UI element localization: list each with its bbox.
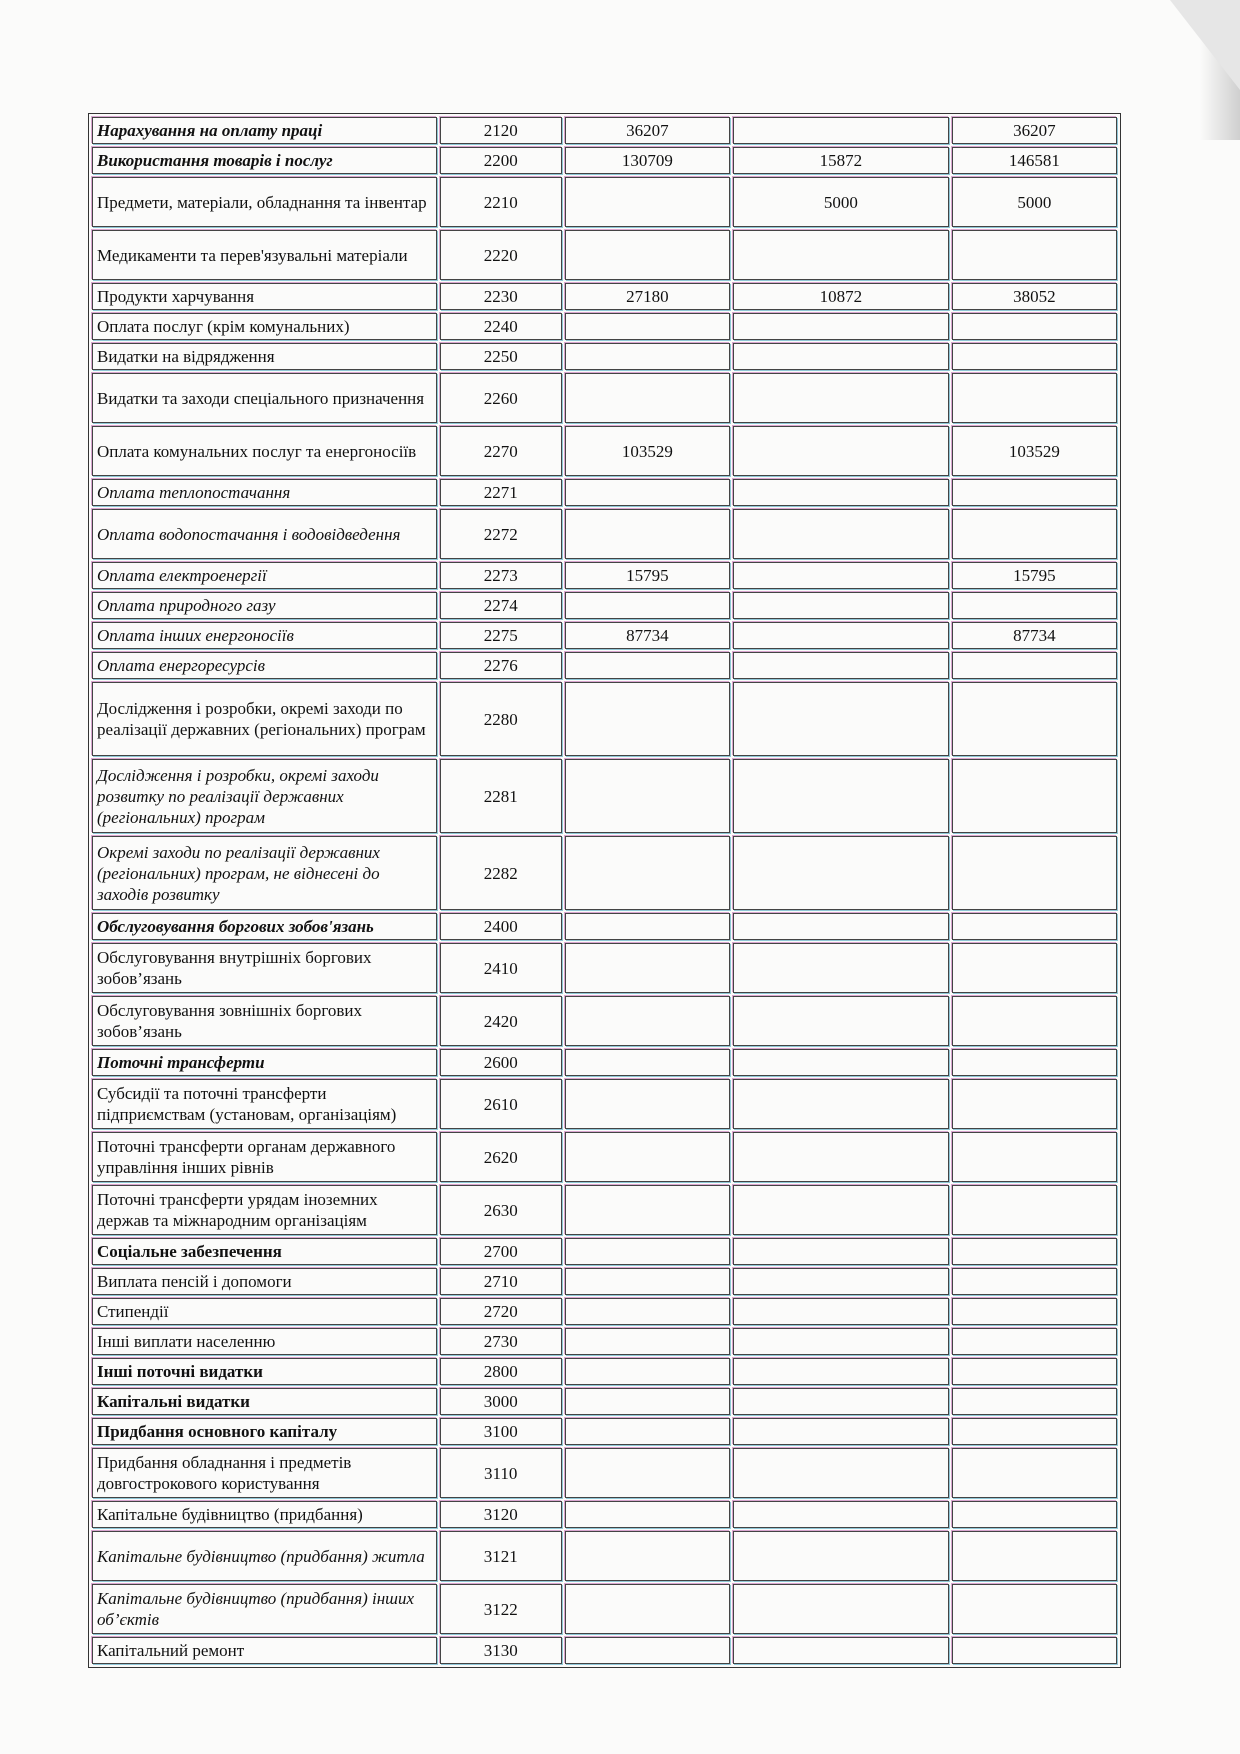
row-name-cell: Придбання основного капіталу [92,1418,437,1445]
general-fund-cell [565,1531,730,1581]
row-name-cell: Оплата комунальних послуг та енергоносіїв [92,426,437,476]
table-row [92,1079,1117,1129]
special-fund-cell [733,1418,949,1445]
table-row [92,1448,1117,1498]
table-row [92,117,1117,144]
total-cell: 87734 [952,622,1117,649]
row-name-cell: Капітальне будівництво (придбання) житла [92,1531,437,1581]
total-cell [952,1501,1117,1528]
row-code-cell: 3121 [440,1531,562,1581]
table-row [92,1584,1117,1634]
row-code-cell: 3130 [440,1637,562,1664]
row-code-cell: 2600 [440,1049,562,1076]
general-fund-cell: 15795 [565,562,730,589]
general-fund-cell [565,682,730,756]
special-fund-cell [733,1079,949,1129]
general-fund-cell [565,913,730,940]
total-cell [952,509,1117,559]
row-name-cell: Використання товарів і послуг [92,147,437,174]
row-name-cell: Поточні трансферти урядам іноземних держав та міжнародним організаціям [92,1185,437,1235]
table-row [92,652,1117,679]
general-fund-cell [565,343,730,370]
row-code-cell: 2120 [440,117,562,144]
special-fund-cell [733,759,949,833]
row-code-cell: 2200 [440,147,562,174]
total-cell [952,996,1117,1046]
special-fund-cell [733,943,949,993]
general-fund-cell [565,996,730,1046]
table-row [92,1501,1117,1528]
total-cell: 38052 [952,283,1117,310]
row-name-cell: Оплата водопостачання і водовідведення [92,509,437,559]
special-fund-cell [733,1328,949,1355]
row-name-cell: Продукти харчування [92,283,437,310]
total-cell [952,1637,1117,1664]
row-name-cell: Предмети, матеріали, обладнання та інвентар [92,177,437,227]
row-name-cell: Інші поточні видатки [92,1358,437,1385]
row-code-cell: 2282 [440,836,562,910]
row-name-cell: Оплата теплопостачання [92,479,437,506]
table-row [92,1238,1117,1265]
row-code-cell: 2240 [440,313,562,340]
general-fund-cell: 27180 [565,283,730,310]
row-code-cell: 2230 [440,283,562,310]
row-code-cell: 2270 [440,426,562,476]
general-fund-cell [565,1328,730,1355]
table-row [92,147,1117,174]
row-code-cell: 2280 [440,682,562,756]
row-code-cell: 2220 [440,230,562,280]
general-fund-cell [565,1298,730,1325]
general-fund-cell [565,1448,730,1498]
total-cell [952,1418,1117,1445]
special-fund-cell [733,652,949,679]
row-code-cell: 3122 [440,1584,562,1634]
row-name-cell: Обслуговування зовнішніх боргових зобов’язань [92,996,437,1046]
row-name-cell: Оплата природного газу [92,592,437,619]
row-code-cell: 2260 [440,373,562,423]
row-name-cell: Окремі заходи по реалізації державних (регіональних) програм, не віднесені до заходів розвитку [92,836,437,910]
total-cell [952,1448,1117,1498]
row-code-cell: 2281 [440,759,562,833]
row-name-cell: Поточні трансферти органам державного управління інших рівнів [92,1132,437,1182]
row-code-cell: 2400 [440,913,562,940]
total-cell [952,373,1117,423]
row-code-cell: 2276 [440,652,562,679]
general-fund-cell [565,1637,730,1664]
table-row [92,1637,1117,1664]
row-name-cell: Видатки та заходи спеціального призначення [92,373,437,423]
row-name-cell: Капітальне будівництво (придбання) інших об’єктів [92,1584,437,1634]
row-name-cell: Капітальне будівництво (придбання) [92,1501,437,1528]
table-row [92,479,1117,506]
general-fund-cell: 36207 [565,117,730,144]
special-fund-cell [733,479,949,506]
row-code-cell: 2250 [440,343,562,370]
special-fund-cell [733,1531,949,1581]
special-fund-cell [733,562,949,589]
table-row [92,1418,1117,1445]
general-fund-cell [565,177,730,227]
row-code-cell: 3120 [440,1501,562,1528]
total-cell [952,230,1117,280]
total-cell [952,836,1117,910]
total-cell [952,313,1117,340]
row-code-cell: 2272 [440,509,562,559]
special-fund-cell [733,117,949,144]
table-row [92,1328,1117,1355]
special-fund-cell [733,1049,949,1076]
row-name-cell: Обслуговування боргових зобов'язань [92,913,437,940]
row-name-cell: Капітальні видатки [92,1388,437,1415]
table-row [92,1049,1117,1076]
table-row [92,943,1117,993]
row-name-cell: Видатки на відрядження [92,343,437,370]
row-name-cell: Стипендії [92,1298,437,1325]
general-fund-cell [565,1185,730,1235]
special-fund-cell [733,1501,949,1528]
general-fund-cell [565,1584,730,1634]
general-fund-cell [565,943,730,993]
total-cell [952,592,1117,619]
special-fund-cell [733,1132,949,1182]
special-fund-cell [733,1298,949,1325]
general-fund-cell [565,1238,730,1265]
general-fund-cell [565,313,730,340]
row-code-cell: 2271 [440,479,562,506]
general-fund-cell: 103529 [565,426,730,476]
total-cell [952,1132,1117,1182]
general-fund-cell [565,1388,730,1415]
general-fund-cell [565,1132,730,1182]
row-code-cell: 2420 [440,996,562,1046]
special-fund-cell [733,1637,949,1664]
total-cell [952,1328,1117,1355]
table-row [92,283,1117,310]
total-cell [952,1298,1117,1325]
table-row [92,1388,1117,1415]
special-fund-cell [733,1448,949,1498]
special-fund-cell [733,592,949,619]
row-code-cell: 2210 [440,177,562,227]
total-cell: 15795 [952,562,1117,589]
general-fund-cell [565,1079,730,1129]
row-code-cell: 2274 [440,592,562,619]
row-code-cell: 2700 [440,1238,562,1265]
row-name-cell: Оплата послуг (крім комунальних) [92,313,437,340]
table-row [92,1298,1117,1325]
row-name-cell: Оплата інших енергоносіїв [92,622,437,649]
row-code-cell: 3110 [440,1448,562,1498]
table-row [92,509,1117,559]
row-code-cell: 3100 [440,1418,562,1445]
special-fund-cell [733,836,949,910]
special-fund-cell [733,313,949,340]
row-code-cell: 2630 [440,1185,562,1235]
special-fund-cell [733,1185,949,1235]
row-name-cell: Придбання обладнання і предметів довгострокового користування [92,1448,437,1498]
table-row [92,682,1117,756]
special-fund-cell [733,1388,949,1415]
row-name-cell: Оплата електроенергії [92,562,437,589]
general-fund-cell: 130709 [565,147,730,174]
row-code-cell: 2610 [440,1079,562,1129]
row-name-cell: Оплата енергоресурсів [92,652,437,679]
total-cell [952,682,1117,756]
table-row [92,836,1117,910]
general-fund-cell [565,1049,730,1076]
special-fund-cell [733,996,949,1046]
total-cell [952,1531,1117,1581]
general-fund-cell [565,509,730,559]
table-row [92,996,1117,1046]
row-name-cell: Капітальний ремонт [92,1637,437,1664]
row-name-cell: Обслуговування внутрішніх боргових зобов’язань [92,943,437,993]
table-row [92,1132,1117,1182]
row-name-cell: Соціальне забезпечення [92,1238,437,1265]
special-fund-cell [733,1358,949,1385]
general-fund-cell [565,1358,730,1385]
special-fund-cell: 15872 [733,147,949,174]
table-row [92,592,1117,619]
row-name-cell: Дослідження і розробки, окремі заходи розвитку по реалізації державних (регіональних) програм [92,759,437,833]
table-row [92,1268,1117,1295]
total-cell [952,913,1117,940]
row-code-cell: 2275 [440,622,562,649]
table-row [92,562,1117,589]
special-fund-cell [733,230,949,280]
general-fund-cell [565,1268,730,1295]
general-fund-cell [565,1501,730,1528]
row-name-cell: Поточні трансферти [92,1049,437,1076]
general-fund-cell [565,836,730,910]
row-code-cell: 2800 [440,1358,562,1385]
row-name-cell: Виплата пенсій і допомоги [92,1268,437,1295]
row-name-cell: Дослідження і розробки, окремі заходи по реалізації державних (регіональних) програм [92,682,437,756]
row-code-cell: 2710 [440,1268,562,1295]
table-row [92,1185,1117,1235]
row-name-cell: Медикаменти та перев'язувальні матеріали [92,230,437,280]
total-cell [952,1079,1117,1129]
general-fund-cell [565,592,730,619]
special-fund-cell [733,913,949,940]
total-cell [952,1388,1117,1415]
table-row [92,1531,1117,1581]
total-cell [952,1238,1117,1265]
table-row [92,759,1117,833]
general-fund-cell [565,479,730,506]
total-cell [952,759,1117,833]
special-fund-cell [733,1584,949,1634]
table-row [92,913,1117,940]
special-fund-cell [733,509,949,559]
total-cell: 146581 [952,147,1117,174]
general-fund-cell [565,652,730,679]
row-name-cell: Інші виплати населенню [92,1328,437,1355]
row-code-cell: 2273 [440,562,562,589]
total-cell: 5000 [952,177,1117,227]
row-name-cell: Нарахування на оплату праці [92,117,437,144]
total-cell [952,1358,1117,1385]
special-fund-cell [733,682,949,756]
general-fund-cell [565,230,730,280]
row-name-cell: Субсидії та поточні трансферти підприємствам (установам, організаціям) [92,1079,437,1129]
table-row [92,1358,1117,1385]
expenditure-table [88,113,1121,1668]
row-code-cell: 2720 [440,1298,562,1325]
row-code-cell: 2410 [440,943,562,993]
table-row [92,313,1117,340]
special-fund-cell [733,1268,949,1295]
row-code-cell: 2730 [440,1328,562,1355]
folded-corner [1170,0,1240,90]
total-cell [952,1049,1117,1076]
general-fund-cell: 87734 [565,622,730,649]
special-fund-cell [733,1238,949,1265]
table-row [92,373,1117,423]
special-fund-cell: 5000 [733,177,949,227]
total-cell [952,652,1117,679]
total-cell [952,343,1117,370]
total-cell: 103529 [952,426,1117,476]
row-code-cell: 3000 [440,1388,562,1415]
general-fund-cell [565,759,730,833]
special-fund-cell: 10872 [733,283,949,310]
special-fund-cell [733,622,949,649]
table-body [92,117,1117,1664]
total-cell [952,1268,1117,1295]
table-row [92,177,1117,227]
total-cell [952,1185,1117,1235]
total-cell [952,479,1117,506]
total-cell [952,1584,1117,1634]
special-fund-cell [733,426,949,476]
table-row [92,230,1117,280]
table-row [92,622,1117,649]
special-fund-cell [733,373,949,423]
general-fund-cell [565,1418,730,1445]
table-row [92,426,1117,476]
general-fund-cell [565,373,730,423]
table-row [92,343,1117,370]
row-code-cell: 2620 [440,1132,562,1182]
total-cell: 36207 [952,117,1117,144]
special-fund-cell [733,343,949,370]
total-cell [952,943,1117,993]
